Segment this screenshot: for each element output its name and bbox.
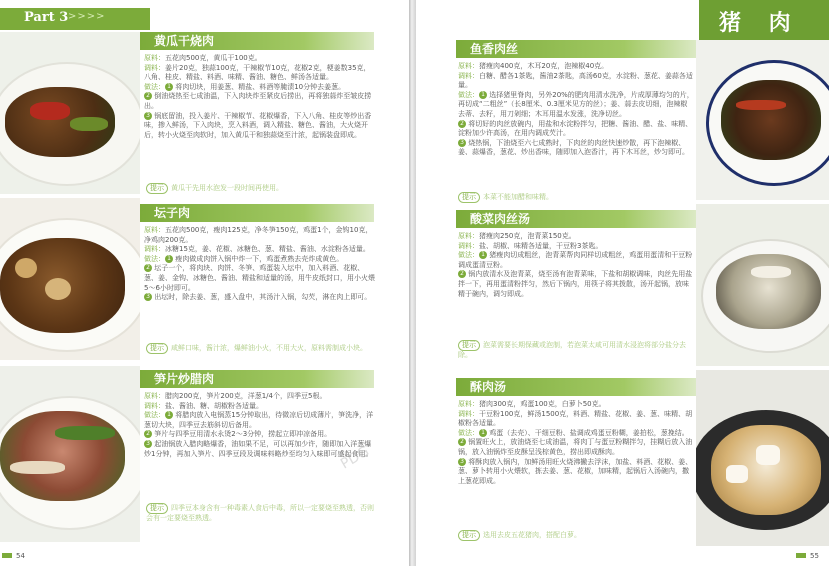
seasonings-label: 调料： — [144, 63, 165, 72]
step-number: 1 — [165, 83, 173, 91]
page-number-bar — [2, 553, 12, 558]
seasonings-label: 调料： — [458, 71, 479, 80]
step-text: 将酥肉放入锅内，加鲜汤用旺火烧沸撇去浮沫，加盐、料酒、花椒、姜、葱、萝卜转用小火煨软，拣去姜、葱、花椒，加味精，起锅后入汤碗内，撒上葱花即成。 — [458, 457, 693, 485]
recipe-title: 鱼香肉丝 — [470, 42, 519, 56]
recipe-title-bar — [140, 204, 374, 222]
step-number: 1 — [479, 429, 487, 437]
ingredients-text: 猪瘦肉400克，木耳20克，泡辣椒40克。 — [479, 62, 609, 70]
recipe-tip — [146, 183, 374, 194]
recipe-title-bar — [456, 210, 696, 228]
dish-photo-bamboo-bacon — [0, 366, 140, 542]
tip-text: 四季豆本身含有一种毒素人食后中毒，所以一定要烧至熟透，否则会有一定要烧至熟透。 — [146, 504, 374, 522]
seasonings-label: 调料： — [458, 409, 479, 418]
ingredients-label: 原料： — [458, 232, 479, 240]
recipe-title-bar — [456, 378, 696, 396]
ingredients-text: 五花肉500克，瘦肉125克，净冬笋150克，鸡蛋1个，金钩10克，净鸡肉200克。 — [144, 226, 373, 244]
seasonings-text: 干豆粉100克，鲜汤1500克，料酒、精盐、花椒、姜、葱、味精、胡椒粉各适量。 — [458, 409, 693, 428]
book-gutter — [409, 0, 416, 566]
seasonings-text: 白糖、醋各1茶匙，酱油2茶匙，高汤60克，水淀粉、葱花、姜蒜各适量。 — [458, 71, 693, 90]
method-label: 做法： — [458, 428, 479, 437]
method-label: 做法： — [144, 82, 165, 91]
ingredients-label: 原料： — [144, 392, 165, 400]
recipe-body — [144, 54, 376, 140]
tip-label: 提示 — [458, 192, 480, 203]
step-text: 将腊肉放入电锅蒸15分钟取出，待微凉后切成薄片，笋洗净，洋葱切大块，四季豆去筋斜切后备用。 — [144, 411, 374, 429]
right-page — [416, 0, 829, 566]
tip-text: 本菜不能加醋和味精。 — [483, 193, 553, 201]
dish-photo-crispy-pork-soup — [696, 370, 829, 546]
tip-label: 提示 — [146, 343, 168, 354]
recipe-tip — [458, 530, 694, 541]
step-number: 1 — [165, 411, 173, 419]
ingredients-label: 原料： — [144, 226, 165, 234]
step-number: 3 — [144, 440, 152, 448]
step-number: 2 — [458, 270, 466, 278]
step-number: 3 — [458, 139, 466, 147]
seasonings-text: 姜片20克，独蒜100克，干辣椒节10克，花椒2克，梗姜数35克，八角、桂皮、精盐、料酒、味精、酱油、糖色、鲜汤各适量。 — [144, 63, 371, 82]
seasonings-label: 调料： — [144, 245, 165, 254]
tip-label: 提示 — [146, 503, 168, 514]
step-number: 2 — [144, 92, 152, 100]
section-title: 猪 肉 — [719, 10, 801, 36]
step-text: 倒油烧热至七成油温，下入肉块炸至紧皮后捞出，再将独蒜炸至皱皮捞出。 — [144, 92, 372, 110]
recipe-title: 黄瓜干烧肉 — [154, 34, 215, 48]
left-page — [0, 0, 409, 566]
recipe-body — [458, 400, 694, 486]
recipe-title: 酥肉汤 — [470, 380, 507, 394]
part-label: Part 3 — [24, 10, 69, 25]
recipe-body — [144, 226, 376, 303]
seasonings-text: 盐、胡椒、味精各适量，干豆粉3茶匙。 — [479, 241, 603, 250]
seasonings-label: 调料： — [144, 401, 165, 410]
recipe-title: 笋片炒腊肉 — [154, 372, 215, 386]
method-label: 做法： — [144, 411, 165, 420]
recipe-tip — [458, 340, 694, 361]
step-number: 2 — [458, 120, 466, 128]
dish-photo-sour-soup — [696, 204, 829, 366]
recipe-title-bar — [456, 40, 696, 58]
tip-text: 泡菜需要长期保藏或泡制，若泡菜太咸可用清水浸泡将部分盐分去除。 — [458, 341, 686, 359]
step-text: 鸡蛋（去壳）、干细豆粉、盐调成鸡蛋豆粉糊，姜拍松，葱挽结。 — [489, 428, 689, 437]
step-text: 出坛时，除去姜、葱，盛入盘中，其汤汁入锅，勾芡，淋在肉上即可。 — [154, 293, 372, 302]
method-label: 做法： — [144, 254, 165, 263]
step-text: 锅内放清水及泡青菜，烧至汤有泡青菜味，下盐和胡椒调味，肉丝先用盐拌一下，再用蛋清粉拌匀，然后下锅内，用筷子将其拨散，汤开起锅，放味精于碗内，调匀即成。 — [458, 270, 693, 298]
step-text: 猪瘦肉切成粗丝，泡青菜帮肉同样切成粗丝，鸡蛋用蛋清和干豆粉调成蛋清豆粉。 — [458, 251, 693, 269]
page-number-bar — [796, 553, 806, 558]
ingredients-text: 猪肉300克，鸡蛋100克，白萝卜50克。 — [479, 400, 606, 408]
step-number: 2 — [144, 430, 152, 438]
step-text: 起油锅放入腊肉略爆香，油如果不足，可以再加少许，随即加入洋葱爆炒1分钟，再加入笋片、四季豆段及调味料略炒至均匀入味即可盛起食用。 — [144, 439, 373, 458]
method-label: 做法： — [458, 90, 479, 99]
page-number: 55 — [810, 552, 819, 560]
tip-label: 提示 — [146, 183, 168, 194]
ingredients-label: 原料： — [458, 400, 479, 408]
tip-text: 黄瓜干先用水泡发一段时间再使用。 — [171, 184, 283, 192]
seasonings-text: 冰糖15克，姜、花椒、冰糖色、葱、精盐、酱油、水淀粉各适量。 — [165, 245, 370, 254]
dish-photo-cucumber-pork — [0, 32, 140, 194]
step-number: 3 — [144, 112, 152, 120]
ingredients-text: 猪瘦肉250克，泡青菜150克。 — [479, 232, 576, 240]
step-text: 锅底留油，投入姜片、干辣椒节、花椒爆香，下入八角、桂皮等炒出香味，掺入鲜汤，下入肉块，烹入料酒，调入精盐、糖色、酱油，大火烧开后，转小火烧至肉软时，加入黄瓜干和独蒜烧至汁浓，起锅装盘即成。 — [144, 111, 372, 139]
dish-photo-yuxiang-pork — [696, 40, 829, 200]
method-label: 做法： — [458, 251, 479, 260]
step-text: 锅置旺火上，放油烧至七成油温，将肉丁与蛋豆粉糊拌匀，挂糊后放入油锅，放入油锅炸至皮酥呈浅棕黄色，捞出即成酥肉。 — [458, 438, 693, 456]
ingredients-text: 腊肉200克，笋片200克，洋葱1/4个，四季豆5根。 — [165, 392, 327, 400]
step-number: 3 — [144, 293, 152, 301]
step-number: 1 — [165, 255, 173, 263]
tip-label: 提示 — [458, 340, 480, 351]
ingredients-text: 五花肉500克，黄瓜干100克。 — [165, 54, 262, 62]
recipe-tip — [146, 343, 374, 354]
recipe-body — [458, 232, 694, 299]
step-text: 笋片与四季豆用清水永烫2～3分钟，捞起立即冲凉备用。 — [154, 430, 332, 439]
step-number: 1 — [479, 91, 487, 99]
step-text: 坛子一个，将肉块、肉饼、冬笋、鸡蛋装入坛中，加入料酒、花椒、葱、姜、金钩、冰糖色、酱油、精盐和适量的汤，用牛皮纸封口，用小火煨5～6小时即可。 — [144, 264, 375, 292]
recipe-title-bar — [140, 32, 374, 50]
watermark: PDG — [338, 443, 373, 473]
part-arrows: >>>> — [68, 11, 106, 22]
ingredients-label: 原料： — [458, 62, 479, 70]
tip-text: 选用去皮五花猪肉，搭配白萝。 — [483, 531, 581, 539]
step-text: 瘦肉做成肉饼入锅中炸一下，鸡蛋煮熟去壳炸成黄色。 — [175, 254, 344, 263]
seasonings-label: 调料： — [458, 241, 479, 250]
step-number: 2 — [144, 264, 152, 272]
recipe-body — [458, 62, 694, 158]
recipe-body — [144, 392, 376, 459]
step-number: 1 — [479, 251, 487, 259]
tip-label: 提示 — [458, 530, 480, 541]
step-text: 选择猪里脊肉，另外20%的肥肉用清水洗净，片成厚薄均匀的片，再切成“二粗丝”（长8厘米、0.3厘米见方的丝）；姜、蒜去皮切细，泡辣椒去蒂、去籽，用刀剁细；木耳用温水发涨，洗净切丝。 — [458, 90, 694, 118]
tip-text: 咸鲜口味，酱汁浓，爆鲜油小火，不用大火，原料需制成小块。 — [171, 344, 367, 352]
step-number: 2 — [458, 438, 466, 446]
recipe-tip — [458, 192, 694, 203]
seasonings-text: 盐、酱油、糖、胡椒粉各适量。 — [165, 401, 263, 410]
recipe-title: 酸菜肉丝汤 — [470, 212, 531, 226]
step-text: 将肉切块，用姜葱、精盐、料酒等腌渍10分钟去姜葱。 — [175, 82, 346, 91]
dish-photo-jar-pork — [0, 198, 140, 360]
recipe-tip — [146, 503, 374, 524]
step-number: 3 — [458, 458, 466, 466]
ingredients-label: 原料： — [144, 54, 165, 62]
recipe-title-bar — [140, 370, 374, 388]
step-text: 将切好的肉丝放碗内，用盐和水淀粉拌匀，把糖、酱油、醋、盐、味精、淀粉加少许高汤，在用内调成芡汁。 — [458, 119, 693, 138]
page-number: 54 — [16, 552, 25, 560]
recipe-title: 坛子肉 — [154, 206, 191, 220]
step-text: 烧热锅，下油烧至六七成熟时，下肉丝的肉丝快速炒散，再下泡辣椒、姜、蒜爆香，葱花、炒出香味，随即加入泡香汁，再下木耳丝，炒匀即可。 — [458, 138, 689, 157]
